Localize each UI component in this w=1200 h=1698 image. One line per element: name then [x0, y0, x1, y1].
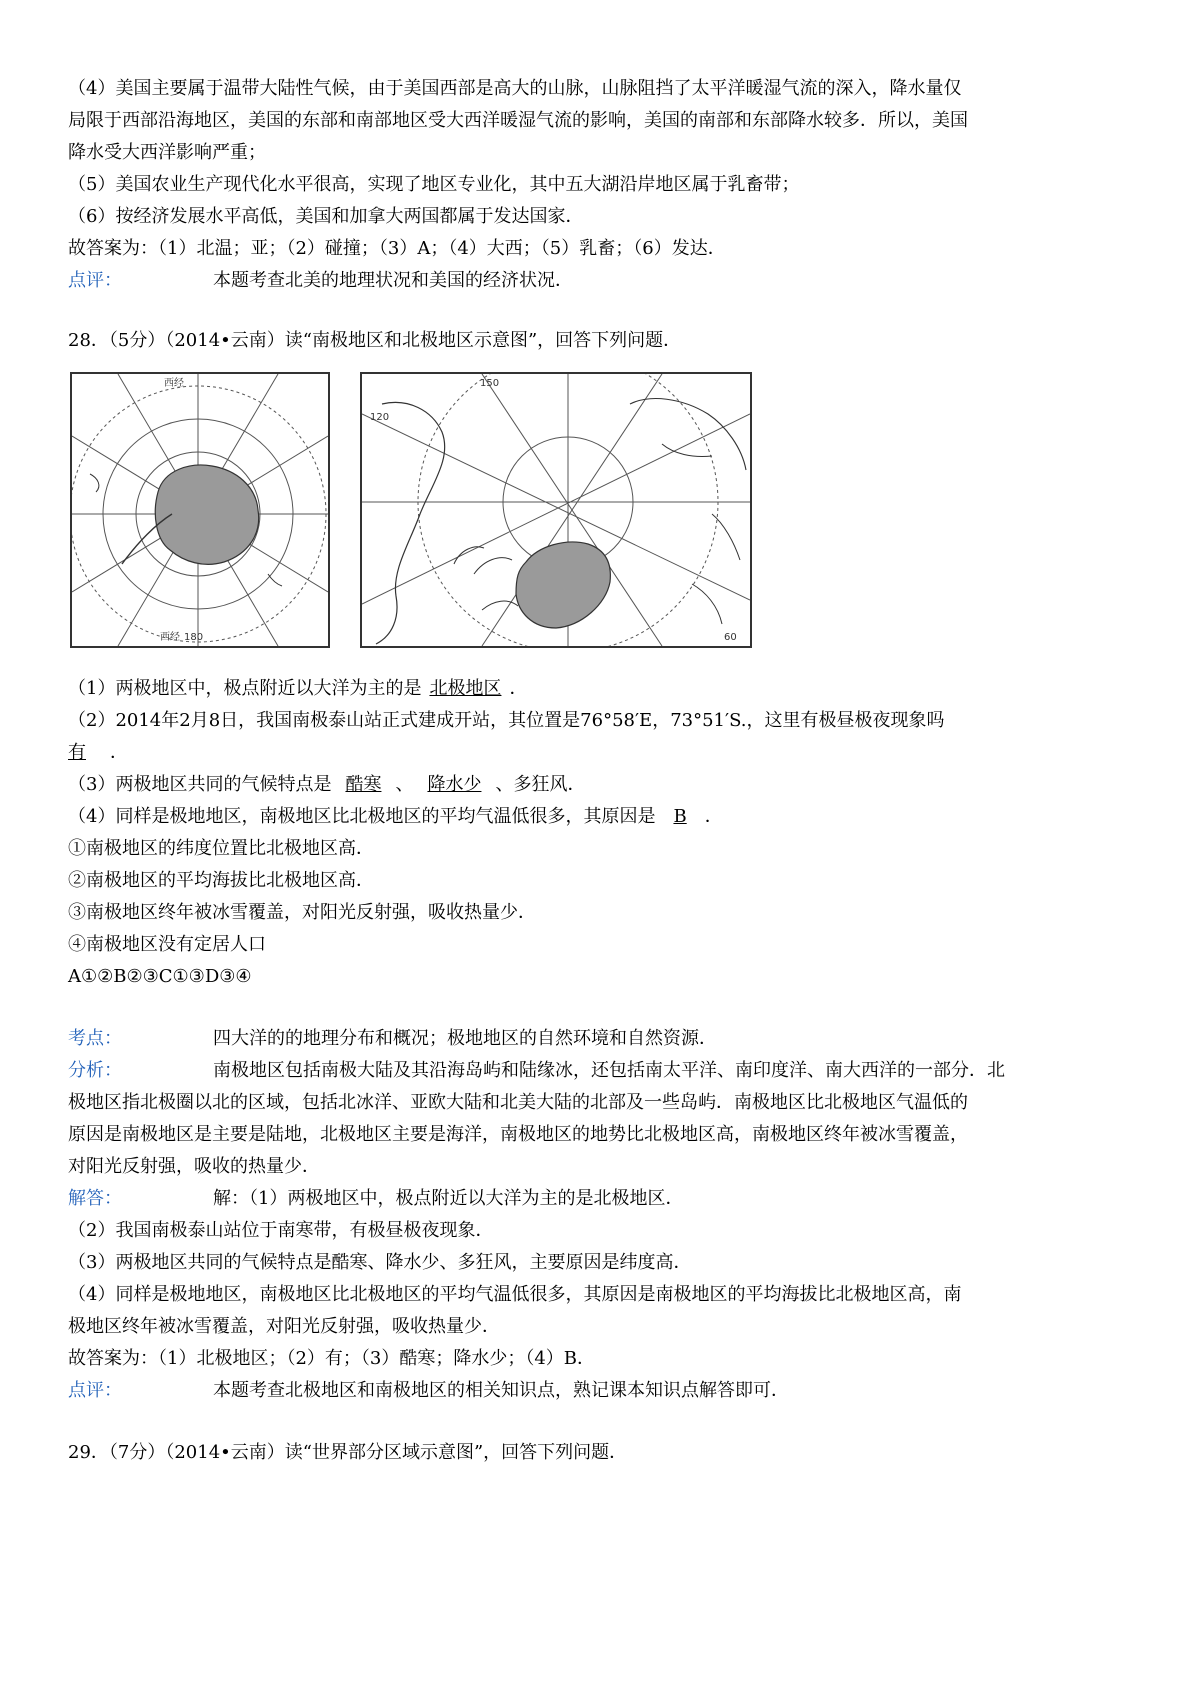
- q28-sub3-text: （3）两极地区共同的气候特点是: [68, 774, 332, 795]
- q28-sub3-answer1: 酷寒: [345, 774, 382, 795]
- q28-title: 28．（5分）（2014•云南）读“南极地区和北极地区示意图”，回答下列问题．: [68, 330, 682, 351]
- q28-jieda-line1: [68, 1188, 683, 1210]
- q28-jieda-line5: 极地区终年被冰雪覆盖，对阳光反射强，吸收热量少．: [68, 1316, 500, 1337]
- q28-sub4-answer: B: [673, 806, 687, 827]
- q28-answer: 故答案为：（1）北极地区；（2）有；（3）酷寒；降水少；（4）B．: [68, 1348, 596, 1369]
- q28-sub2-line1: （2）2014年2月8日，我国南极泰山站正式建成开站，其位置是76°58′E，73°51′S.，这里有极昼极夜现象吗: [68, 710, 945, 731]
- antarctic-label-top: 西经: [164, 378, 184, 389]
- antarctic-label-bottom-b: 180: [184, 632, 204, 643]
- q28-dianping: [68, 1380, 789, 1402]
- q28-option-4: ④南极地区没有定居人口: [68, 934, 266, 955]
- prev-p4-line3: 降水受大西洋影响严重；: [68, 142, 266, 163]
- jieda-text-1: 解：（1）两极地区中，极点附近以大洋为主的是北极地区．: [213, 1188, 684, 1209]
- q28-sub4-text: （4）同样是极地地区，南极地区比北极地区的平均气温低很多，其原因是: [68, 806, 656, 827]
- comment-label: 点评：: [68, 270, 122, 291]
- q28-kaodian: [68, 1028, 717, 1050]
- arctic-label-1: 150: [480, 378, 500, 389]
- antarctic-map-drawing: [72, 374, 328, 646]
- q28-fenxi-line1: [68, 1060, 1005, 1082]
- prev-comment: [68, 270, 573, 292]
- fenxi-text-1: 南极地区包括南极大陆及其沿海岛屿和陆缘冰，还包括南太平洋、南印度洋、南大西洋的一部分．北: [213, 1060, 1005, 1081]
- q28-sub3-sep: 、: [395, 774, 414, 795]
- q28-sub4: [68, 806, 723, 828]
- q28-option-2: ②南极地区的平均海拔比北极地区高．: [68, 870, 374, 891]
- q28-choices: A①②B②③C①③D③④: [68, 966, 252, 987]
- q28-jieda-line3: （3）两极地区共同的气候特点是酷寒、降水少、多狂风，主要原因是纬度高．: [68, 1252, 692, 1273]
- q28-sub1-text: （1）两极地区中，极点附近以大洋为主的是: [68, 678, 422, 699]
- kaodian-text: 四大洋的的地理分布和概况；极地地区的自然环境和自然资源．: [213, 1028, 717, 1049]
- q28-sub1-end: ．: [509, 678, 528, 699]
- arctic-map-drawing: [362, 374, 750, 646]
- q28-sub4-end: ．: [704, 806, 723, 827]
- prev-answer: 故答案为：（1）北温；亚；（2）碰撞；（3）A；（4）大西；（5）乳畜；（6）发达．: [68, 238, 726, 259]
- q28-option-1: ①南极地区的纬度位置比北极地区高．: [68, 838, 374, 859]
- prev-p5: （5）美国农业生产现代化水平很高，实现了地区专业化，其中五大湖沿岸地区属于乳畜带；: [68, 174, 800, 195]
- arctic-label-2: 120: [370, 412, 390, 423]
- q28-jieda-line4: （4）同样是极地地区，南极地区比北极地区的平均气温低很多，其原因是南极地区的平均海拔比北极地区高，南: [68, 1284, 962, 1305]
- q28-sub3: [68, 774, 585, 796]
- prev-p6: （6）按经济发展水平高低，美国和加拿大两国都属于发达国家．: [68, 206, 584, 227]
- q28-sub1-answer: 北极地区: [429, 678, 502, 699]
- q28-fenxi-line4: 对阳光反射强，吸收的热量少．: [68, 1156, 320, 1177]
- prev-p4-line2: 局限于西部沿海地区，美国的东部和南部地区受大西洋暖湿气流的影响，美国的南部和东部降水较多．所以，美国: [68, 110, 968, 131]
- arctic-label-3: 60: [724, 632, 737, 643]
- antarctic-map: [70, 372, 330, 648]
- q28-sub2-line2: [68, 742, 128, 764]
- q28-fenxi-line3: 原因是南极地区是主要是陆地，北极地区主要是海洋，南极地区的地势比北极地区高，南极地区终年被冰雪覆盖，: [68, 1124, 968, 1145]
- jieda-label: 解答：: [68, 1188, 122, 1209]
- dianping-label: 点评：: [68, 1380, 122, 1401]
- q28-jieda-line2: （2）我国南极泰山站位于南寒带，有极昼极夜现象．: [68, 1220, 494, 1241]
- fenxi-label: 分析：: [68, 1060, 122, 1081]
- q28-sub3-answer2: 降水少: [427, 774, 482, 795]
- q28-sub3-end: 、多狂风．: [495, 774, 586, 795]
- arctic-map: [360, 372, 752, 648]
- q28-sub2-answer: 有: [68, 742, 86, 763]
- prev-p4-line1: （4）美国主要属于温带大陆性气候，由于美国西部是高大的山脉，山脉阻挡了太平洋暖湿气流的深入，降水量仅: [68, 78, 962, 99]
- q28-fenxi-line2: 极地区指北极圈以北的区域，包括北冰洋、亚欧大陆和北美大陆的北部及一些岛屿．南极地区比北极地区气温低的: [68, 1092, 968, 1113]
- comment-text: 本题考查北美的地理状况和美国的经济状况．: [213, 270, 573, 291]
- q28-sub2-end: ．: [110, 742, 128, 763]
- q28-option-3: ③南极地区终年被冰雪覆盖，对阳光反射强，吸收热量少．: [68, 902, 536, 923]
- q29-title: 29．（7分）（2014•云南）读“世界部分区域示意图”，回答下列问题．: [68, 1442, 628, 1463]
- antarctic-label-bottom-a: 西经: [160, 632, 180, 643]
- q28-sub1: [68, 678, 527, 700]
- kaodian-label: 考点：: [68, 1028, 122, 1049]
- dianping-text: 本题考查北极地区和南极地区的相关知识点，熟记课本知识点解答即可．: [213, 1380, 789, 1401]
